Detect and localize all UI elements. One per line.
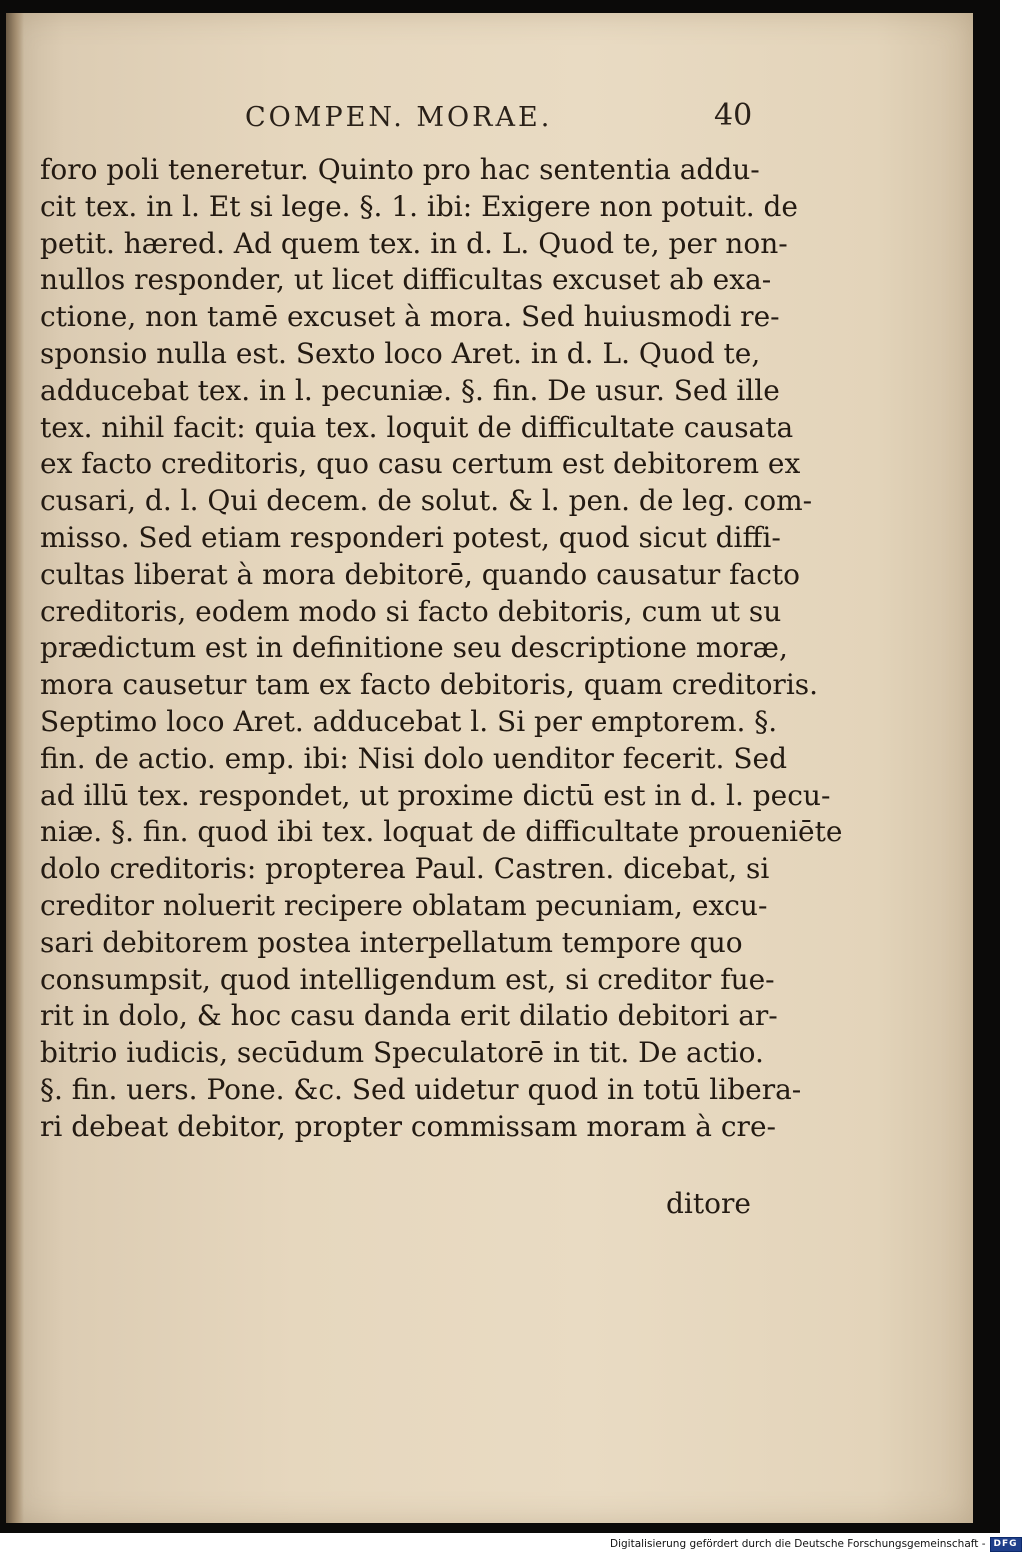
- text-line: sari debitorem postea interpellatum tempore quo: [40, 925, 743, 959]
- text-line: creditor noluerit recipere oblatam pecuniam, excu-: [40, 888, 768, 922]
- text-line: Septimo loco Aret. adducebat l. Si per emptorem. §.: [40, 704, 778, 738]
- text-line: misso. Sed etiam responderi potest, quod sicut diffi-: [40, 520, 781, 554]
- text-line: rit in dolo, & hoc casu danda erit dilatio debitori ar-: [40, 999, 778, 1033]
- catchword: ditore: [666, 1187, 751, 1220]
- digitization-footer: [610, 1536, 1022, 1552]
- text-line: prædictum est in definitione seu descriptione moræ,: [40, 631, 788, 665]
- text-line: cultas liberat à mora debitorē, quando causatur facto: [40, 557, 800, 591]
- text-line: ctione, non tamē excuset à mora. Sed huiusmodi re-: [40, 300, 780, 334]
- text-line: bitrio iudicis, secūdum Speculatorē in tit. De actio.: [40, 1036, 764, 1070]
- text-line: cusari, d. l. Qui decem. de solut. & l. pen. de leg. com-: [40, 484, 813, 518]
- running-head: COMPEN. MORAE.: [245, 102, 553, 133]
- text-line: §. fin. uers. Pone. &c. Sed uidetur quod in totū libera-: [40, 1072, 802, 1106]
- text-line: cit tex. in l. Et si lege. §. 1. ibi: Exigere non potuit. de: [40, 189, 798, 223]
- folio-number: 40: [714, 98, 753, 133]
- text-block: [40, 152, 843, 1146]
- text-line: nullos responder, ut licet difficultas excuset ab exa-: [40, 263, 772, 297]
- text-line: tex. nihil facit: quia tex. loquit de difficultate causata: [40, 410, 794, 444]
- text-line: fin. de actio. emp. ibi: Nisi dolo uenditor fecerit. Sed: [40, 741, 788, 775]
- text-line: ex facto creditoris, quo casu certum est debitorem ex: [40, 447, 801, 481]
- footer-credit-text: Digitalisierung gefördert durch die Deutsche Forschungsgemeinschaft -: [610, 1538, 986, 1550]
- text-line: ad illū tex. respondet, ut proxime dictū est in d. l. pecu-: [40, 778, 831, 812]
- text-line: mora causetur tam ex facto debitoris, quam creditoris.: [40, 668, 819, 702]
- text-line: creditoris, eodem modo si facto debitoris, cum ut su: [40, 594, 782, 628]
- text-line: sponsio nulla est. Sexto loco Aret. in d. L. Quod te,: [40, 336, 761, 370]
- text-line: petit. hæred. Ad quem tex. in d. L. Quod te, per non-: [40, 226, 788, 260]
- page-binding-edge: [6, 13, 24, 1523]
- text-line: dolo creditoris: propterea Paul. Castren. dicebat, si: [40, 852, 770, 886]
- text-line: ri debeat debitor, propter commissam moram à cre-: [40, 1109, 776, 1143]
- text-line: consumpsit, quod intelligendum est, si creditor fue-: [40, 962, 775, 996]
- text-line: adducebat tex. in l. pecuniæ. §. fin. De usur. Sed ille: [40, 373, 780, 407]
- dfg-logo: DFG: [990, 1537, 1022, 1552]
- text-line: niæ. §. fin. quod ibi tex. loquat de difficultate proueniēte: [40, 815, 843, 849]
- text-line: foro poli teneretur. Quinto pro hac sententia addu-: [40, 153, 760, 186]
